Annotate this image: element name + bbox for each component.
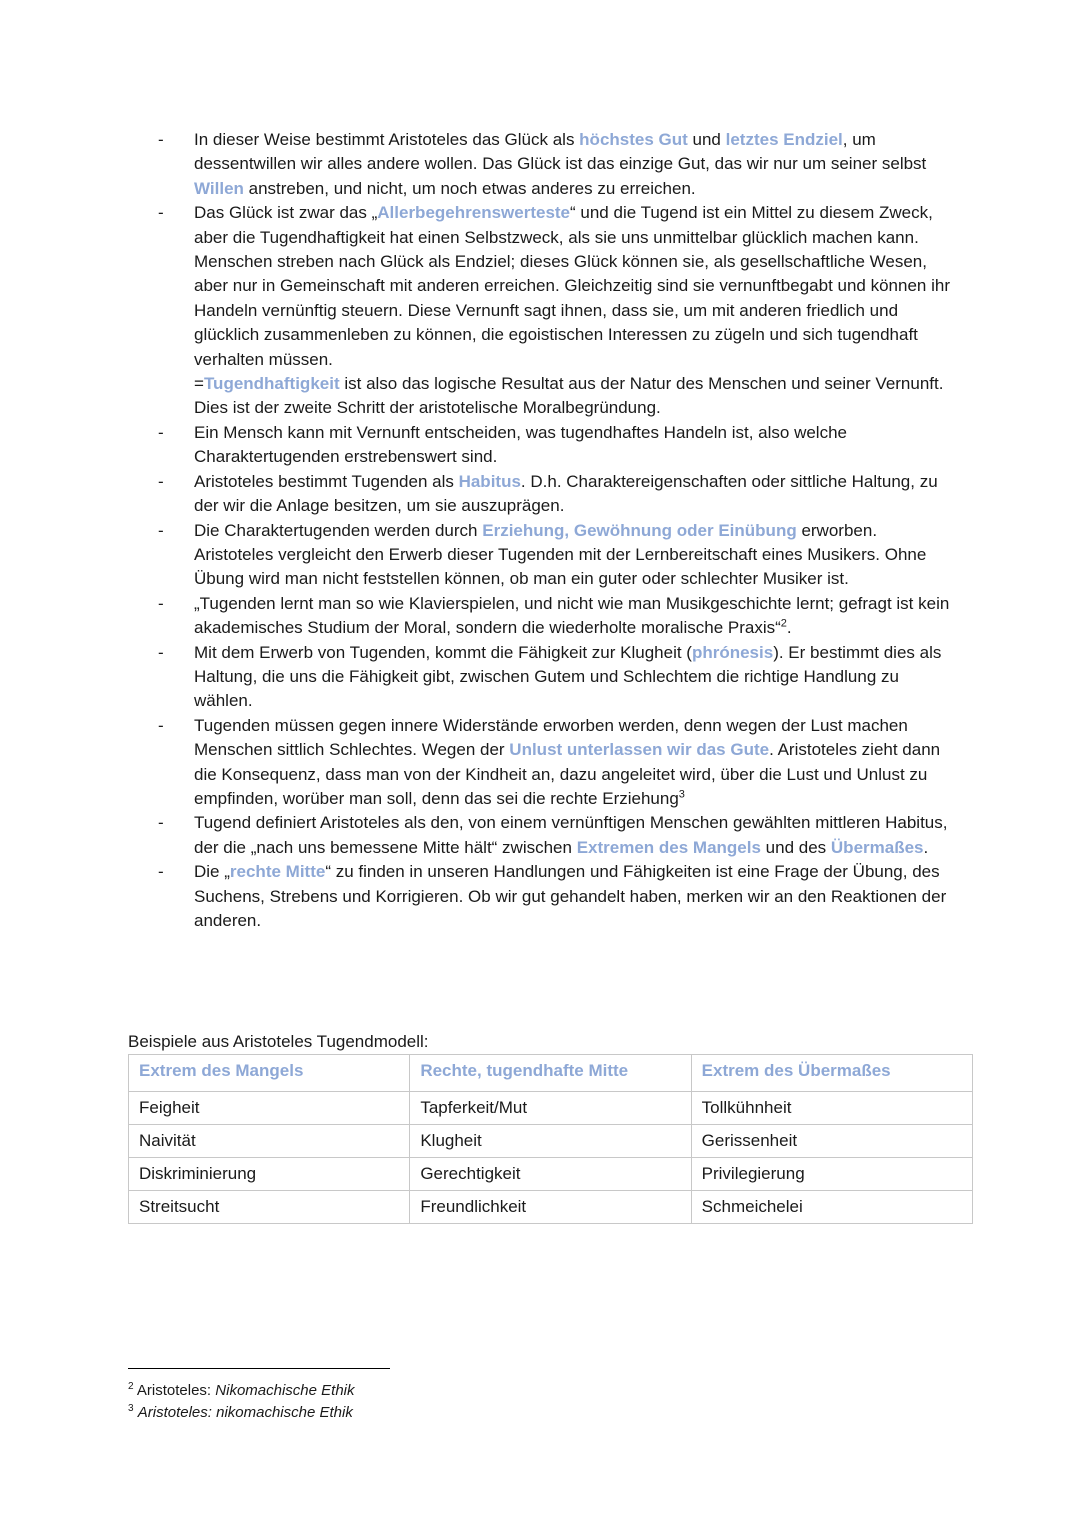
bullet-text (194, 860, 960, 933)
footnote-ref: 3 (678, 788, 685, 801)
highlighted-term: Allerbegehrenswerteste (377, 203, 571, 223)
highlighted-term: letztes Endziel (725, 130, 843, 149)
list-item (150, 250, 960, 372)
footnotes (128, 1380, 355, 1424)
highlighted-term: Habitus (458, 471, 521, 491)
bullet-text (194, 421, 960, 470)
table-cell: Gerissenheit (691, 1125, 972, 1158)
text-run: . (923, 837, 929, 857)
table-intro: Beispiele aus Aristoteles Tugendmodell: (128, 1032, 429, 1051)
list-item (150, 592, 960, 641)
text-run: „Tugenden lernt man so wie Klavierspielen, und nicht wie man Musikgeschichte lernt; gefragt ist kein akademisches Studium der Moral, sondern die wiederholte moralische Praxis“ (194, 593, 950, 638)
highlighted-term: Tugendhaftigkeit (203, 374, 340, 394)
text-run: ). Er bestimmt dies als Haltung, die uns die Fähigkeit gibt, zwischen Gutem und Schlechtem die richtige Handlung zu wählen. (194, 642, 942, 711)
table-row (129, 1158, 973, 1191)
list-item (150, 372, 960, 421)
footnote-separator (128, 1368, 390, 1369)
table-row (129, 1092, 973, 1125)
text-run: erworben. Aristoteles vergleicht den Erwerb dieser Tugenden mit der Lernbereitschaft eines Musikers. Ohne Übung wird man nicht feststellen können, ob man ein guter oder schlechter Musiker ist. (194, 520, 927, 589)
list-item (150, 421, 960, 470)
text-run: Menschen streben nach Glück als Endziel; dieses Glück können sie, als gesellschaftliche Wesen, aber nur in Gemeinschaft mit anderen erreichen. Gleichzeitig sind sie vernunftbegabt und können ihr Handeln vernünftig steuern. Diese Vernunft sagt ihnen, dass sie, um mit anderen friedlich und glücklich zusammenleben zu können, die egoistischen Interessen zu zügeln und sich tugendhaft verhalten müssen. (194, 252, 950, 369)
table-cell: Streitsucht (129, 1191, 410, 1224)
bullet-dash: - (158, 422, 164, 442)
bullet-text (194, 250, 960, 372)
footnote (128, 1380, 355, 1402)
list-item (150, 860, 960, 933)
header-cell: Extrem des Mangels (129, 1055, 410, 1092)
list-item (150, 811, 960, 860)
table-header-row (129, 1055, 973, 1092)
text-run: Ein Mensch kann mit Vernunft entscheiden, was tugendhaftes Handeln ist, also welche Charaktertugenden erstrebenswert sind. (194, 422, 847, 467)
text-run: “ und die Tugend ist ein Mittel zu diesem Zweck, aber die Tugendhaftigkeit hat einen Selbstzweck, als sie uns unmittelbar glücklich machen kann. (194, 203, 933, 247)
text-run: und des (760, 837, 831, 857)
text-run: Mit dem Erwerb von Tugenden, kommt die Fähigkeit zur Klugheit ( (194, 642, 692, 662)
highlighted-term: phrónesis (691, 642, 774, 662)
footnote-author: Aristoteles: (137, 1404, 217, 1421)
highlighted-term: Extremen des Mangels (576, 837, 761, 857)
list-item (150, 519, 960, 592)
bullet-text (194, 372, 960, 421)
table-cell: Tollkühnheit (691, 1092, 972, 1125)
text-run: . (786, 618, 792, 638)
bullet-dash: - (158, 471, 164, 491)
list-item (150, 128, 960, 201)
footnote-title: Nikomachische Ethik (215, 1382, 355, 1399)
bullet-dash: - (158, 593, 164, 613)
footnote-author: Aristoteles: (136, 1382, 216, 1399)
bullet-text (194, 811, 960, 860)
table-cell: Feigheit (129, 1092, 410, 1125)
bullet-text (194, 201, 960, 250)
text-run: . D.h. Charaktereigenschaften oder sittliche Haltung, zu der wir die Anlage besitzen, um sie auszuprägen. (194, 471, 938, 516)
text-run: Tugend definiert Aristoteles als den, von einem vernünftigen Menschen gewählten mittleren Habitus, der die „nach uns bemessene Mitte hält“ zwischen (194, 813, 948, 857)
bullet-dash: - (158, 715, 164, 735)
table-cell: Freundlichkeit (410, 1191, 691, 1224)
header-cell: Extrem des Übermaßes (691, 1055, 972, 1092)
text-run: Tugenden müssen gegen innere Widerstände erworben werden, denn wegen der Lust machen Menschen sittlich Schlechtes. Wegen der (194, 715, 908, 760)
footnote-ref: 2 (780, 617, 787, 630)
table-cell: Tapferkeit/Mut (410, 1092, 691, 1125)
highlighted-term: Erziehung, Gewöhnung oder Einübung (482, 520, 797, 540)
highlighted-term: Unlust unterlassen wir das Gute (509, 740, 770, 760)
text-run: = (194, 374, 204, 394)
bullet-list (150, 128, 960, 933)
table-cell: Klugheit (410, 1125, 691, 1158)
bullet-dash: - (158, 642, 164, 662)
bullet-text (194, 470, 960, 519)
bullet-dash: - (158, 862, 164, 882)
table-row (129, 1125, 973, 1158)
highlighted-term: Übermaßes (830, 837, 924, 857)
text-run: “ zu finden in unseren Handlungen und Fähigkeiten ist eine Frage der Übung, des Suchens, Strebens und Korrigieren. Ob wir gut gehandelt haben, merken wir an den Reaktionen der anderen. (194, 862, 947, 930)
list-item (150, 201, 960, 250)
bullet-dash: - (158, 520, 164, 540)
list-item (150, 714, 960, 812)
table-cell: Privilegierung (691, 1158, 972, 1191)
bullet-dash: - (158, 813, 164, 833)
text-run: . Aristoteles zieht dann die Konsequenz, dass man von der Kindheit an, dazu angeleitet wird, über die Lust und Unlust zu empfinden, worüber man soll, denn das sei die rechte Erziehung (194, 740, 941, 808)
footnote-title: nikomachische Ethik (216, 1404, 353, 1421)
highlighted-term: rechte Mitte (229, 862, 326, 882)
text-run: anstreben, und nicht, um noch etwas anderes zu erreichen. (243, 178, 696, 198)
bullet-text (194, 714, 960, 812)
text-run: , um dessentwillen wir alles andere wollen. Das Glück ist das einzige Gut, das wir nur um seiner selbst (194, 130, 927, 174)
text-run: Aristoteles bestimmt Tugenden als (194, 471, 459, 491)
bullet-dash: - (158, 130, 164, 149)
text-run: ist also das logische Resultat aus der Natur des Menschen und seiner Vernunft. Dies ist der zweite Schritt der aristotelische Moralbegründung. (194, 374, 944, 418)
text-run: Die „ (194, 862, 230, 882)
table-cell: Schmeichelei (691, 1191, 972, 1224)
text-run: Das Glück ist zwar das „ (194, 203, 378, 223)
bullet-text (194, 641, 960, 714)
bullet-dash: - (158, 203, 164, 223)
footnote (128, 1402, 355, 1424)
header-cell: Rechte, tugendhafte Mitte (410, 1055, 691, 1092)
highlighted-term: höchstes Gut (579, 130, 688, 149)
virtue-table (128, 1054, 973, 1224)
text-run: In dieser Weise bestimmt Aristoteles das Glück als (194, 130, 580, 149)
text-run: Die Charaktertugenden werden durch (194, 520, 483, 540)
table-cell: Naivität (129, 1125, 410, 1158)
table-row (129, 1191, 973, 1224)
list-item (150, 470, 960, 519)
footnote-number: 3 (128, 1403, 134, 1414)
bullet-text (194, 128, 960, 201)
table-cell: Gerechtigkeit (410, 1158, 691, 1191)
text-run: und (687, 130, 726, 149)
bullet-text (194, 519, 960, 592)
bullet-text (194, 592, 960, 641)
highlighted-term: Willen (194, 178, 244, 198)
table-cell: Diskriminierung (129, 1158, 410, 1191)
footnote-number: 2 (128, 1381, 134, 1392)
list-item (150, 641, 960, 714)
